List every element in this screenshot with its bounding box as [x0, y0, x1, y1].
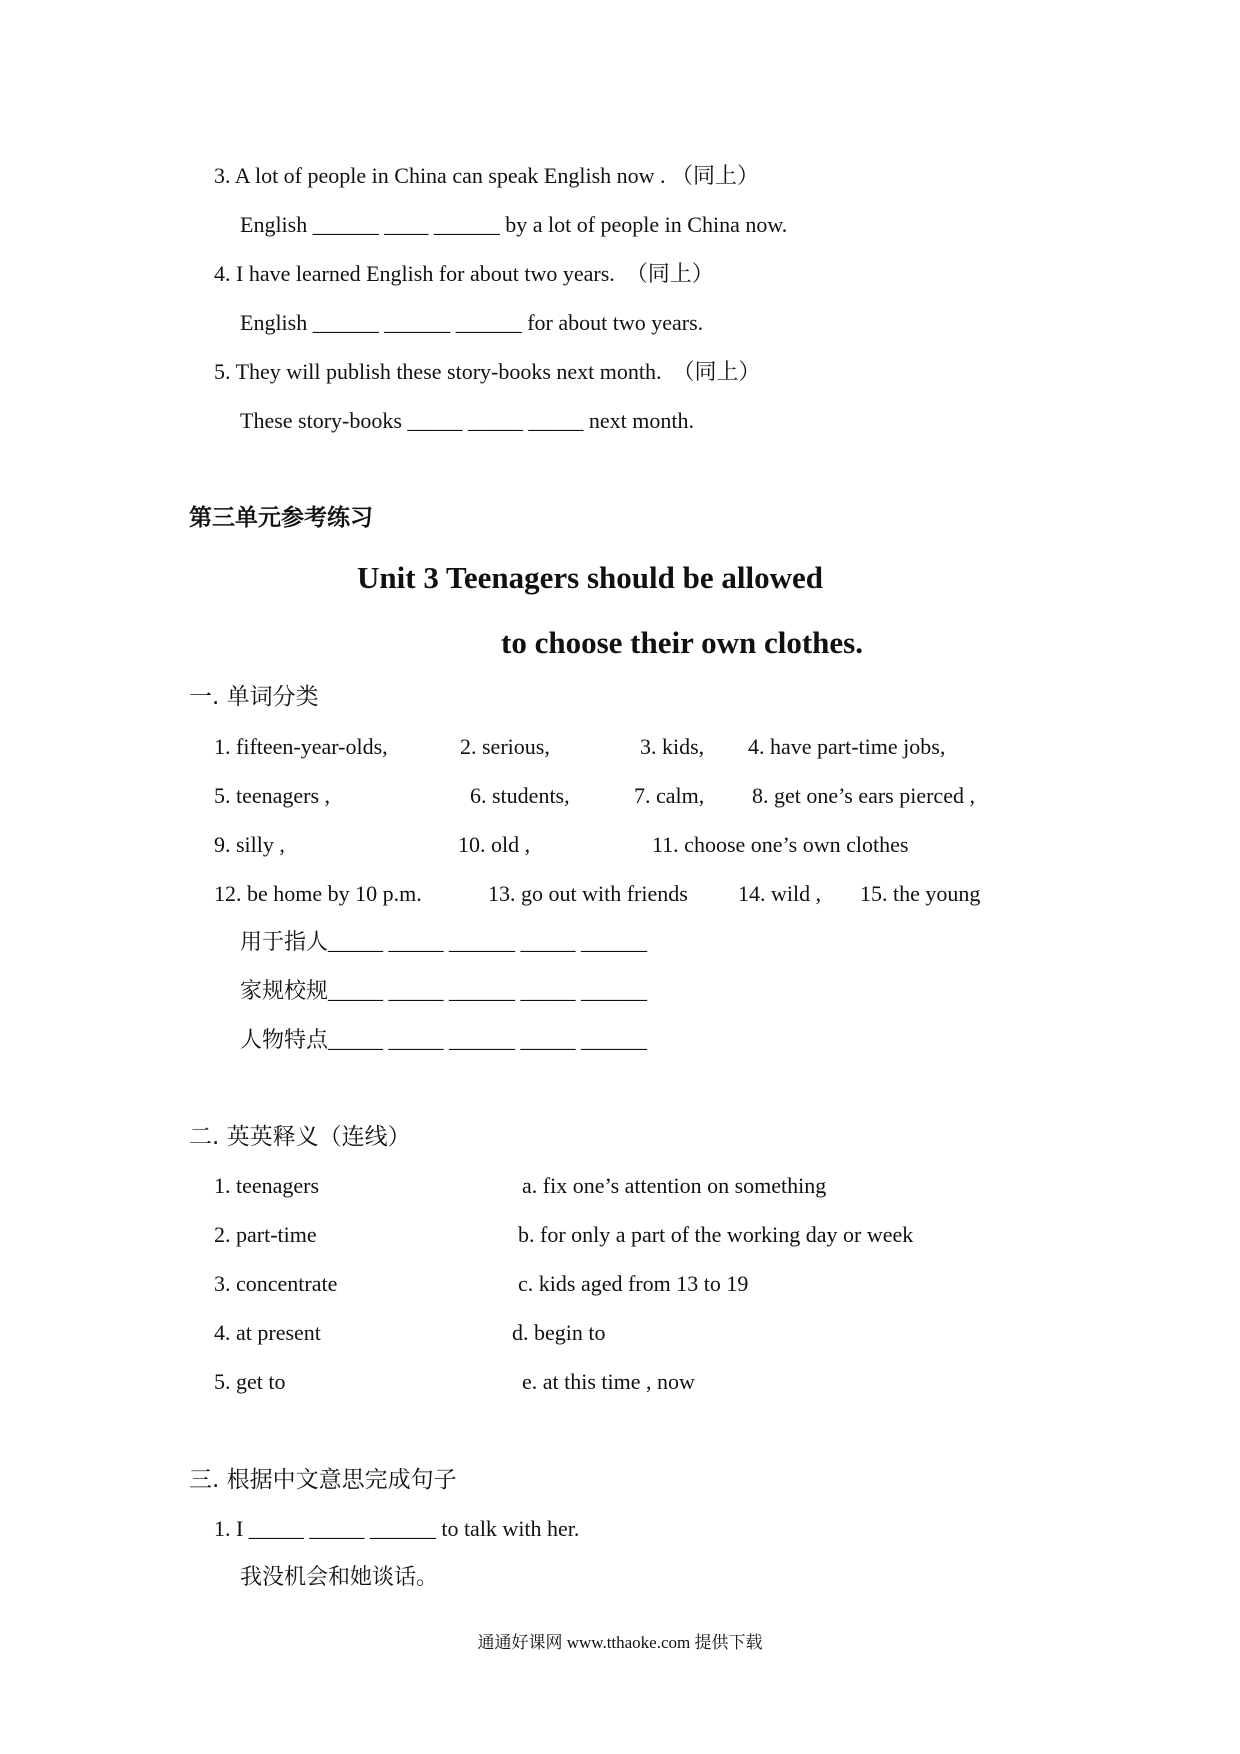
match-term: 3. concentrate [214, 1271, 338, 1296]
word-item: 3. kids, [640, 734, 705, 759]
category-blanks: _____ _____ ______ _____ ______ [328, 929, 648, 954]
word-item: 13. go out with friends [488, 881, 688, 906]
exercise-3-answer: English ______ ____ ______ by a lot of people in China now. [240, 212, 788, 237]
exercise-3-question: 3. A lot of people in China can speak English now . （同上） [214, 163, 760, 188]
match-definition: c. kids aged from 13 to 19 [518, 1271, 749, 1296]
sentence-chinese: 我没机会和她谈话。 [240, 1565, 439, 1590]
sentence-english: 1. I _____ _____ ______ to talk with her. [214, 1516, 580, 1541]
match-term: 1. teenagers [214, 1173, 320, 1198]
word-item: 11. choose one’s own clothes [652, 832, 909, 857]
category-label: 家规校规 [240, 979, 329, 1004]
exercise-4-answer: English ______ ______ ______ for about two years. [240, 310, 704, 335]
unit-heading: 第三单元参考练习 [189, 505, 373, 531]
match-term: 4. at present [214, 1320, 321, 1345]
word-item: 7. calm, [634, 783, 705, 808]
match-term: 2. part-time [214, 1222, 317, 1247]
word-item: 1. fifteen-year-olds, [214, 734, 388, 759]
match-definition: b. for only a part of the working day or week [518, 1222, 914, 1247]
match-term: 5. get to [214, 1369, 286, 1394]
exercise-5-question: 5. They will publish these story-books next month. （同上） [214, 359, 761, 384]
category-label: 人物特点 [240, 1028, 329, 1053]
category-traits [240, 1029, 647, 1052]
word-item: 15. the young [860, 881, 981, 906]
word-item: 4. have part-time jobs, [748, 734, 946, 759]
unit-title-line1: Unit 3 Teenagers should be allowed [357, 560, 823, 595]
category-people [240, 931, 647, 954]
word-item: 14. wild , [738, 881, 822, 906]
page-footer: 通通好课网 www.tthaoke.com 提供下载 [477, 1633, 763, 1652]
word-item: 5. teenagers , [214, 783, 331, 808]
category-blanks: _____ _____ ______ _____ ______ [328, 1027, 648, 1052]
section3-title: 三. 根据中文意思完成句子 [189, 1467, 457, 1493]
word-item: 9. silly , [214, 832, 285, 857]
section2-title: 二. 英英释义（连线） [189, 1124, 411, 1150]
word-item: 6. students, [470, 783, 570, 808]
word-item: 8. get one’s ears pierced , [752, 783, 975, 808]
word-item: 12. be home by 10 p.m. [214, 881, 422, 906]
category-rules [240, 980, 647, 1003]
unit-title-line2: to choose their own clothes. [501, 625, 863, 660]
match-definition: a. fix one’s attention on something [522, 1173, 827, 1198]
section1-title: 一. 单词分类 [189, 684, 319, 710]
match-definition: e. at this time , now [522, 1369, 695, 1394]
exercise-5-answer: These story-books _____ _____ _____ next month. [240, 408, 695, 433]
exercise-4-question: 4. I have learned English for about two years. （同上） [214, 261, 714, 286]
category-label: 用于指人 [240, 930, 329, 955]
word-item: 10. old , [458, 832, 531, 857]
match-definition: d. begin to [512, 1320, 606, 1345]
category-blanks: _____ _____ ______ _____ ______ [328, 978, 648, 1003]
word-item: 2. serious, [460, 734, 550, 759]
